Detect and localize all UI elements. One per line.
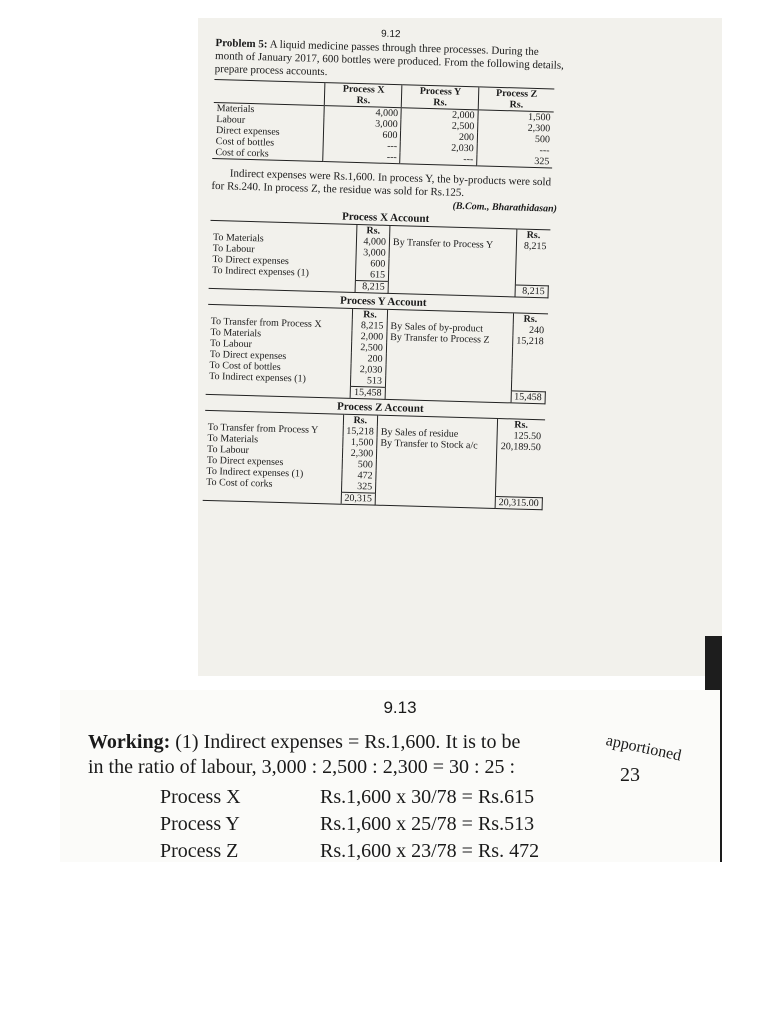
debit-amount: 513 xyxy=(351,375,386,387)
debit-particular: To Direct expenses xyxy=(209,348,287,363)
details-item: Cost of corks xyxy=(212,147,323,162)
debit-amount: 4,000 xyxy=(356,236,389,248)
credit-amount: 8,215 xyxy=(516,240,549,252)
details-amount: 3,000 xyxy=(324,117,401,130)
process-name: Process X xyxy=(160,786,241,808)
page-number: 9.12 xyxy=(380,28,401,41)
debit-total: 8,215 xyxy=(355,280,388,293)
credit-amount: 15,218 xyxy=(512,335,547,347)
working-note xyxy=(88,730,520,780)
debit-particular: To Indirect expenses (1) xyxy=(209,370,307,385)
debit-particular: To Transfer from Process Y xyxy=(207,421,319,437)
rs-label: Rs. xyxy=(497,419,544,432)
ledger-account xyxy=(209,220,551,298)
working-line-2-tail: 23 xyxy=(620,764,640,786)
credit-amount xyxy=(515,273,548,285)
ledger-blank xyxy=(388,281,515,297)
process-name: Process Y xyxy=(160,813,240,835)
details-amount: 2,500 xyxy=(401,119,478,132)
credit-total: 8,215 xyxy=(515,285,548,298)
problem-text: A liquid medicine passes through three processes. During the month of January 2017, 600 bottles were produced. From the following details, prepare process accounts. xyxy=(214,38,565,79)
details-amount: --- xyxy=(323,150,400,164)
debit-amount: 2,500 xyxy=(352,342,387,354)
credit-total: 20,315.00 xyxy=(495,496,542,509)
apportionment-formula: Rs.1,600 x 30/78 = Rs.615 xyxy=(320,786,535,808)
debit-amount: 15,218 xyxy=(343,426,378,438)
rs-label: Rs. xyxy=(517,229,550,241)
details-amount: 2,300 xyxy=(478,121,554,134)
cost-details-table xyxy=(212,79,554,168)
details-amount: 2,000 xyxy=(401,108,478,122)
details-amount: 4,000 xyxy=(324,106,401,120)
details-amount: 500 xyxy=(477,132,553,145)
debit-particular: To Labour xyxy=(206,443,250,457)
page-content xyxy=(198,24,566,674)
ledger-account xyxy=(206,304,548,404)
debit-amount: 600 xyxy=(356,258,389,270)
credit-amount xyxy=(516,251,549,263)
credit-particular: By Sales of by-product xyxy=(387,321,513,336)
debit-particular: To Materials xyxy=(207,432,259,446)
debit-particular: To Indirect expenses (1) xyxy=(211,264,309,279)
debit-particular: To Cost of corks xyxy=(206,476,273,490)
details-column-header xyxy=(214,79,325,105)
rs-label: Rs. xyxy=(353,308,388,320)
credit-particular: By Transfer to Stock a/c xyxy=(377,438,497,452)
account-title: Process Y Account xyxy=(339,294,427,309)
process-name: Process Z xyxy=(160,840,239,862)
debit-amount: 615 xyxy=(355,269,388,281)
credit-particular: By Transfer to Process Z xyxy=(387,332,513,347)
credit-amount: 125.50 xyxy=(497,430,544,442)
rs-label: Rs. xyxy=(513,313,548,325)
debit-amount: 325 xyxy=(341,481,376,493)
details-column-header: Process Z Rs. xyxy=(478,87,554,112)
apportionment-formula: Rs.1,600 x 25/78 = Rs.513 xyxy=(320,813,535,835)
page-number-bottom: 9.13 xyxy=(383,698,417,717)
credit-amount: 240 xyxy=(512,324,547,336)
ledger-blank xyxy=(385,387,511,403)
note-text: Indirect expenses were Rs.1,600. In process Y, the by-products were sold for Rs.240. In process Z, the residue was sold for Rs.125. xyxy=(211,167,552,199)
details-amount: 325 xyxy=(477,154,553,168)
debit-particular: To Labour xyxy=(209,337,253,351)
working-line-1-tail: apportioned xyxy=(604,732,683,765)
credit-amount xyxy=(516,262,549,274)
credit-amount: 20,189.50 xyxy=(497,441,544,453)
debit-particular: To Cost of bottles xyxy=(209,359,281,373)
details-item: Cost of bottles xyxy=(215,136,275,149)
details-item: Direct expenses xyxy=(215,125,280,138)
debit-particular: To Materials xyxy=(210,326,262,340)
ledger-account xyxy=(203,410,545,510)
details-column-header: Process X Rs. xyxy=(325,83,403,108)
details-amount: --- xyxy=(477,143,553,156)
details-amount: 2,030 xyxy=(400,141,477,154)
credit-particular: By Transfer to Process Y xyxy=(389,237,516,252)
details-amount: --- xyxy=(323,139,400,152)
debit-particular: To Direct expenses xyxy=(212,253,290,268)
working-line-1: (1) Indirect expenses = Rs.1,600. It is to be xyxy=(175,731,521,753)
debit-amount: 2,000 xyxy=(352,331,387,343)
apportionment-formula: Rs.1,600 x 23/78 = Rs. 472 xyxy=(320,840,540,862)
apportionment-row xyxy=(160,784,539,811)
debit-amount: 2,300 xyxy=(342,448,377,460)
details-column-header: Process Y Rs. xyxy=(402,85,479,110)
debit-amount: 472 xyxy=(341,470,376,482)
debit-amount: 3,000 xyxy=(356,247,389,259)
debit-particular: To Transfer from Process X xyxy=(210,315,322,331)
source-citation: (B.Com., Bharathidasan) xyxy=(452,200,558,215)
debit-particular: To Labour xyxy=(212,242,255,256)
debit-amount: 1,500 xyxy=(342,437,377,449)
rs-label: Rs. xyxy=(343,414,378,426)
account-title: Process Z Account xyxy=(336,400,424,415)
book-page-scan-bottom xyxy=(60,690,720,862)
credit-total: 15,458 xyxy=(511,391,546,404)
details-amount: 200 xyxy=(401,130,478,143)
debit-amount: 200 xyxy=(351,353,386,365)
debit-total: 15,458 xyxy=(350,386,385,399)
debit-amount: 2,030 xyxy=(351,364,386,376)
problem-statement xyxy=(215,37,566,86)
debit-particular: To Direct expenses xyxy=(206,454,284,469)
working-label: Working: xyxy=(88,731,171,753)
credit-particular: By Sales of residue xyxy=(377,427,497,441)
account-title: Process X Account xyxy=(341,210,430,226)
debit-particular: To Materials xyxy=(212,232,264,245)
rs-label: Rs. xyxy=(357,225,390,237)
details-amount: 1,500 xyxy=(478,110,554,124)
details-amount: --- xyxy=(400,152,477,166)
details-item: Materials xyxy=(216,103,255,116)
working-line-2: in the ratio of labour, 3,000 : 2,500 : 2,300 = 30 : 25 : xyxy=(88,756,516,778)
process-accounts xyxy=(203,207,561,511)
debit-particular: To Indirect expenses (1) xyxy=(206,465,304,480)
apportionment-row xyxy=(160,838,539,865)
details-amount: 600 xyxy=(324,128,401,141)
apportionment-calculations xyxy=(160,784,539,865)
debit-total: 20,315 xyxy=(341,492,376,505)
apportionment-row xyxy=(160,811,539,838)
ledger-blank xyxy=(203,488,341,504)
problem-label: Problem 5: xyxy=(215,36,268,51)
book-page-scan-top xyxy=(198,18,722,676)
details-item: Labour xyxy=(216,114,246,126)
credit-amount xyxy=(511,379,546,391)
debit-amount: 8,215 xyxy=(352,320,387,332)
ledger-blank xyxy=(375,493,495,508)
debit-amount: 500 xyxy=(342,459,377,471)
